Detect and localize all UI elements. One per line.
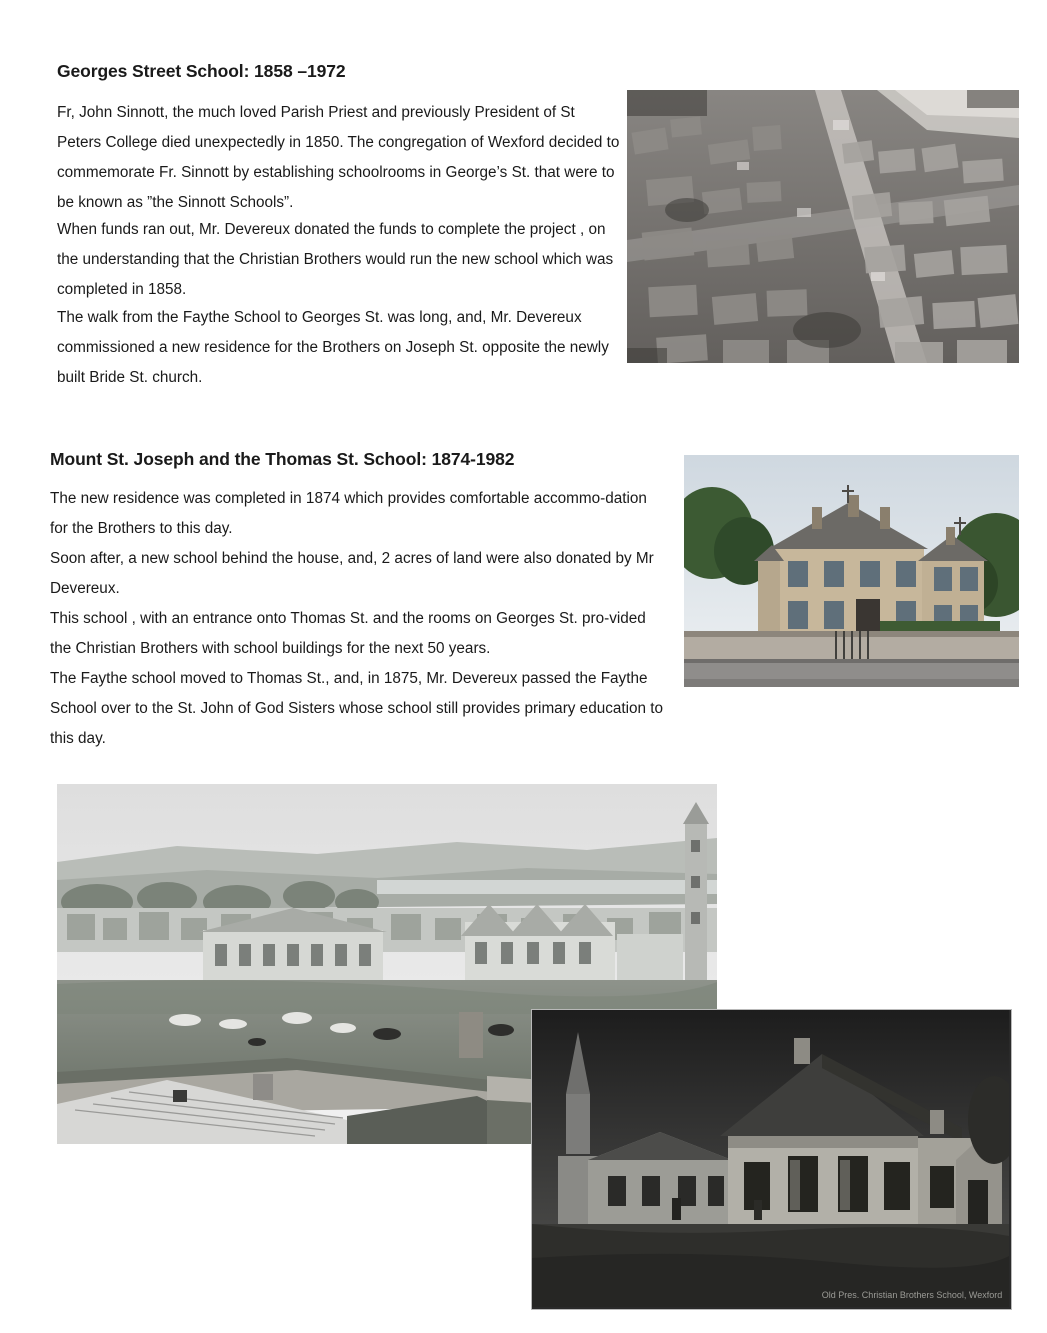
mount-st-joseph-residence-image	[684, 455, 1019, 687]
section-heading-mount-st-joseph: Mount St. Joseph and the Thomas St. School: 1874-1982	[50, 449, 515, 469]
paragraph-georges-2: When funds ran out, Mr. Devereux donated the funds to complete the project , on the understanding that the Christian Brothers would run the new school which was completed in 1858.	[57, 221, 614, 298]
paragraph-mount-4: The Faythe school moved to Thomas St., and, in 1875, Mr. Devereux passed the Faythe School over to the St. John of God Sisters whose school still provides primary education to this day.	[50, 670, 664, 747]
paragraph-georges-3: The walk from the Faythe School to Georges St. was long, and, Mr. Devereux commissioned a new residence for the Brothers on Joseph St. opposite the newly built Bride St. church.	[57, 309, 609, 386]
section-heading-georges-street-school: Georges Street School: 1858 –1972	[57, 61, 346, 81]
old-school-caption: Old Pres. Christian Brothers School, Wexford	[821, 1290, 1003, 1300]
paragraph-mount-3: This school , with an entrance onto Thomas St. and the rooms on Georges St. pro-vided the Christian Brothers with school buildings for the next 50 years.	[50, 610, 646, 657]
old-christian-brothers-school-image	[531, 1009, 1012, 1310]
paragraph-mount-1: The new residence was completed in 1874 which provides comfortable accommo-dation for the Brothers to this day.	[50, 490, 647, 537]
paragraph-mount-2: Soon after, a new school behind the house, and, 2 acres of land were also donated by Mr Devereux.	[50, 550, 654, 597]
aerial-view-of-wexford-town-image	[627, 90, 1019, 363]
paragraph-georges-1: Fr, John Sinnott, the much loved Parish Priest and previously President of St Peters College died unexpectedly in 1850. The congregation of Wexford decided to commemorate Fr. Sinnott by establishing schoolrooms in George’s St. that were to be known as ”the Sinnott Schools”.	[57, 104, 620, 211]
